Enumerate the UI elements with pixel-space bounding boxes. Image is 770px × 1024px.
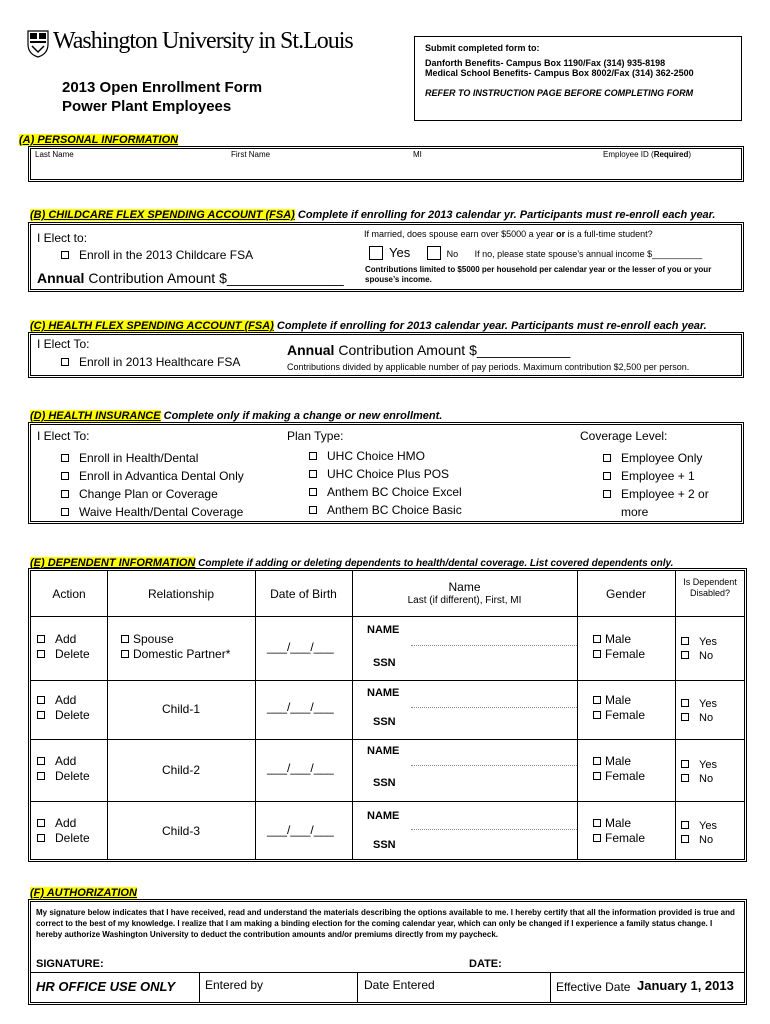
date-field[interactable] — [509, 954, 739, 970]
row3-ssn-label: SSN — [373, 777, 396, 789]
yes-option[interactable]: Yes — [681, 697, 717, 711]
row4-disabled — [681, 819, 717, 847]
header-disabled: Is Dependent Disabled? — [683, 577, 737, 598]
submit-box — [414, 36, 742, 121]
row4-name-label: NAME — [367, 810, 400, 822]
section-a-title: (A) PERSONAL INFORMATION — [19, 134, 179, 146]
row3-dob[interactable]: ___/___/___ — [267, 761, 334, 775]
row3-action — [37, 754, 90, 784]
row4-action — [37, 816, 90, 846]
row3-disabled — [681, 758, 717, 786]
row1-relationship — [121, 632, 230, 662]
row1-gender — [593, 632, 645, 662]
delete-option[interactable]: Delete — [37, 769, 90, 784]
add-option[interactable]: Add — [37, 693, 90, 708]
date-entered-label: Date Entered — [364, 978, 435, 992]
coverage-options-list — [603, 449, 733, 521]
row4-relationship: Child-3 — [161, 824, 200, 838]
spouse-option[interactable]: Spouse — [121, 632, 230, 647]
coverage-option[interactable]: Employee + 2 or more — [603, 485, 733, 521]
section-d-header — [30, 410, 442, 422]
section-d-note: Complete only if making a change or new enrollment. — [160, 410, 443, 422]
row3-name-label: NAME — [367, 745, 400, 757]
checkbox-icon[interactable] — [61, 251, 69, 259]
elect-option[interactable]: Enroll in Advantica Dental Only — [61, 467, 244, 485]
header-action: Action — [52, 587, 86, 601]
header-gender: Gender — [605, 587, 647, 601]
yes-option[interactable]: Yes — [681, 758, 717, 772]
health-divided-note: Contributions divided by applicable number of pay periods. Maximum contribution $2,500 per person. — [287, 362, 690, 372]
yes-option[interactable]: Yes — [681, 819, 717, 833]
row3-gender — [593, 754, 645, 784]
first-name-label: First Name — [231, 150, 271, 159]
row1-action — [37, 632, 90, 662]
male-option[interactable]: Male — [593, 754, 645, 769]
health-insurance-box — [30, 424, 742, 522]
female-option[interactable]: Female — [593, 647, 645, 662]
form-title-line1: 2013 Open Enrollment Form — [62, 79, 263, 96]
male-option[interactable]: Male — [593, 693, 645, 708]
row1-name-field[interactable] — [411, 645, 577, 646]
row1-name-label: NAME — [367, 624, 400, 636]
spouse-income-field[interactable]: If no, please state spouse’s annual income $__________ — [474, 249, 703, 259]
health-enroll-option[interactable]: Enroll in 2013 Healthcare FSA — [61, 355, 240, 369]
section-e-header — [30, 557, 673, 569]
childcare-contribution[interactable]: Annual Contribution Amount $_______________ — [37, 270, 344, 286]
date-label: DATE: — [469, 958, 502, 970]
employee-id-field[interactable] — [601, 159, 737, 177]
delete-option[interactable]: Delete — [37, 708, 90, 723]
add-option[interactable]: Add — [37, 816, 90, 831]
coverage-label: Coverage Level: — [580, 429, 668, 443]
form-title-line2: Power Plant Employees — [62, 98, 232, 115]
submit-line2: Medical School Benefits- Campus Box 8002/Fax (314) 362-2500 — [425, 68, 694, 78]
form-title — [62, 78, 262, 116]
spouse-answer: Yes No If no, please state spouse’s annual income $__________ — [369, 244, 702, 262]
effective-date-value: January 1, 2013 — [637, 978, 734, 993]
childcare-limit-note: Contributions limited to $5000 per household per calendar year or the lesser of you or your spouse’s income. — [365, 265, 712, 284]
row3-name-field[interactable] — [411, 765, 577, 766]
section-b-note: Complete if enrolling for 2013 calendar yr. Participants must re-enroll each year. — [294, 209, 716, 221]
section-e-title: (E) DEPENDENT INFORMATION — [30, 557, 196, 569]
row2-ssn-label: SSN — [373, 716, 396, 728]
health-elect-label: I Elect To: — [37, 337, 90, 351]
section-b-title: (B) CHILDCARE FLEX SPENDING ACCOUNT (FSA) — [30, 209, 295, 221]
checkbox-icon[interactable] — [61, 358, 69, 366]
logo-text: Washington University in St.Louis — [53, 28, 353, 54]
female-option[interactable]: Female — [593, 831, 645, 846]
row2-name-field[interactable] — [411, 707, 577, 708]
row2-action — [37, 693, 90, 723]
mi-label: MI — [413, 150, 422, 159]
plan-option[interactable]: UHC Choice HMO — [309, 447, 462, 465]
domestic-partner-option[interactable]: Domestic Partner* — [121, 647, 230, 662]
signature-field[interactable] — [111, 954, 461, 970]
plan-option[interactable]: Anthem BC Choice Basic — [309, 501, 462, 519]
section-f-title: (F) AUTHORIZATION — [30, 887, 137, 899]
no-option[interactable]: No — [681, 711, 717, 725]
submit-line3: REFER TO INSTRUCTION PAGE BEFORE COMPLETING FORM — [425, 88, 694, 98]
delete-option[interactable]: Delete — [37, 831, 90, 846]
section-c-header — [30, 320, 707, 332]
add-option[interactable]: Add — [37, 632, 90, 647]
row4-name-field[interactable] — [411, 829, 577, 830]
plan-option[interactable]: UHC Choice Plus POS — [309, 465, 462, 483]
health-fsa-box — [30, 334, 742, 376]
header-name: Name — [448, 580, 481, 594]
section-b-header — [30, 209, 715, 221]
row4-dob[interactable]: ___/___/___ — [267, 823, 334, 837]
submit-heading: Submit completed form to: — [425, 43, 540, 53]
authorization-text: My signature below indicates that I have received, read and understand the materials describing the options available to me. I hereby certify that all the information provided is true and correct to the best of my knowledge. I realize that I am making a binding election for the coming calendar year, which can only be changed if I experience a family status change. I hereby authorize Washington University to deduct the contribution amounts and/or premiums directly from my paycheck. — [36, 908, 735, 939]
male-option[interactable]: Male — [593, 632, 645, 647]
plan-type-label: Plan Type: — [287, 429, 344, 443]
male-option[interactable]: Male — [593, 816, 645, 831]
delete-option[interactable]: Delete — [37, 647, 90, 662]
last-name-label: Last Name — [35, 150, 74, 159]
add-option[interactable]: Add — [37, 754, 90, 769]
section-c-note: Complete if enrolling for 2013 calendar year. Participants must re-enroll each year. — [273, 320, 707, 332]
last-name-field[interactable] — [33, 159, 223, 177]
childcare-elect-label: I Elect to: — [37, 231, 88, 245]
childcare-fsa-box — [30, 224, 742, 290]
row4-gender — [593, 816, 645, 846]
effective-date-label: Effective Date — [556, 980, 631, 994]
section-e-note: Complete if adding or deleting dependents to health/dental coverage. List covered dependents only. — [195, 558, 674, 569]
submit-line1: Danforth Benefits- Campus Box 1190/Fax (314) 935-8198 — [425, 58, 666, 68]
signature-label: SIGNATURE: — [36, 958, 104, 970]
childcare-enroll-option[interactable]: Enroll in the 2013 Childcare FSA — [61, 248, 253, 262]
row2-relationship: Child-1 — [161, 702, 200, 716]
header-name-sub: Last (if different), First, MI — [407, 595, 522, 606]
row2-dob[interactable]: ___/___/___ — [267, 700, 334, 714]
no-option[interactable]: No — [681, 833, 717, 847]
row1-ssn-label: SSN — [373, 657, 396, 669]
shield-icon — [27, 30, 49, 58]
entered-by-label: Entered by — [205, 978, 264, 992]
elect-option[interactable]: Waive Health/Dental Coverage — [61, 503, 244, 521]
plan-option[interactable]: Anthem BC Choice Excel — [309, 483, 462, 501]
yes-checkbox[interactable] — [369, 246, 383, 260]
office-use-label: HR OFFICE USE ONLY — [36, 979, 176, 994]
health-contribution[interactable]: Annual Contribution Amount $____________ — [287, 342, 571, 358]
yes-option[interactable]: Yes — [681, 635, 717, 649]
first-name-field[interactable] — [229, 159, 405, 177]
no-option[interactable]: No — [681, 772, 717, 786]
header-dob: Date of Birth — [270, 587, 337, 601]
coverage-option[interactable]: Employee Only — [603, 449, 733, 467]
section-d-title: (D) HEALTH INSURANCE — [30, 410, 161, 422]
coverage-option[interactable]: Employee + 1 — [603, 467, 733, 485]
row3-relationship: Child-2 — [161, 763, 200, 777]
female-option[interactable]: Female — [593, 769, 645, 784]
authorization-box — [30, 901, 745, 1003]
section-c-title: (C) HEALTH FLEX SPENDING ACCOUNT (FSA) — [30, 320, 274, 332]
plan-options-list — [309, 447, 462, 519]
elect-options-list — [61, 449, 244, 521]
female-option[interactable]: Female — [593, 708, 645, 723]
personal-info-box — [30, 148, 742, 180]
row4-ssn-label: SSN — [373, 839, 396, 851]
elect-option[interactable]: Enroll in Health/Dental — [61, 449, 244, 467]
dependent-table — [30, 570, 745, 860]
row1-dob[interactable]: ___/___/___ — [267, 640, 334, 654]
insurance-elect-label: I Elect To: — [37, 429, 90, 443]
header-relationship: Relationship — [147, 587, 215, 601]
elect-option[interactable]: Change Plan or Coverage — [61, 485, 244, 503]
row2-name-label: NAME — [367, 687, 400, 699]
no-option[interactable]: No — [681, 649, 717, 663]
university-logo — [27, 28, 353, 62]
mi-field[interactable] — [411, 159, 591, 177]
row2-gender — [593, 693, 645, 723]
no-checkbox[interactable] — [427, 246, 441, 260]
row2-disabled — [681, 697, 717, 725]
spouse-question: If married, does spouse earn over $5000 a year or is a full-time student? — [364, 229, 653, 239]
employee-id-label: Employee ID (Required) — [603, 150, 692, 159]
row1-disabled — [681, 635, 717, 663]
